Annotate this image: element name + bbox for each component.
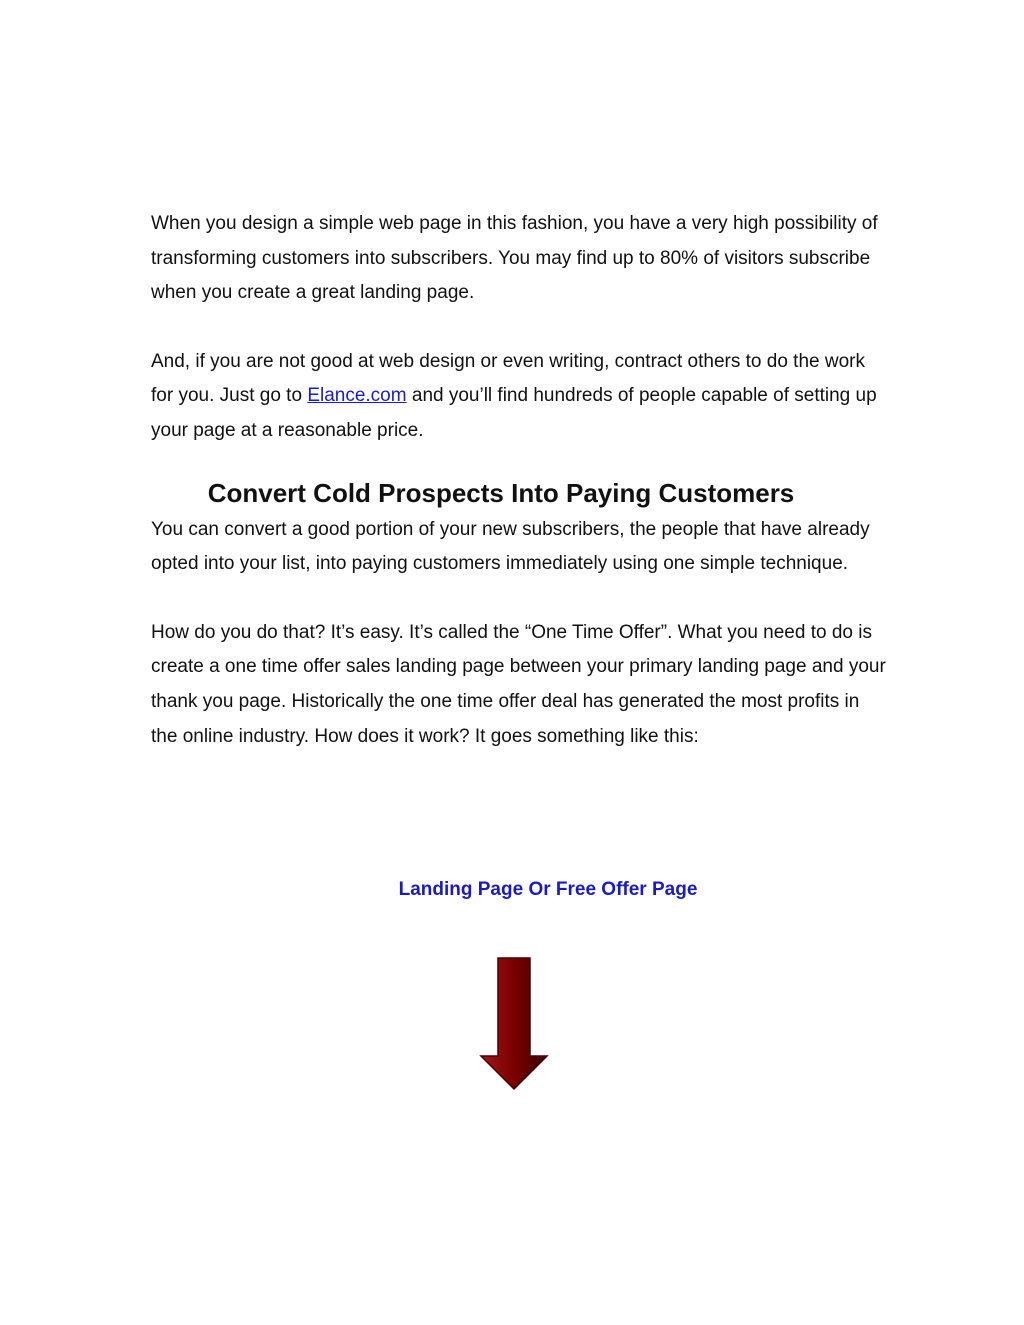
paragraph-spacer — [151, 311, 891, 345]
section-heading: Convert Cold Prospects Into Paying Customers — [207, 477, 795, 508]
document-body — [151, 207, 891, 754]
paragraph-outsourcing-text-start: And, if you are not good at web design or even writing, contract others to do the work for you. Just go to — [151, 350, 865, 407]
paragraph-outsourcing — [151, 345, 891, 449]
paragraph-design-benefits: When you design a simple web page in this fashion, you have a very high possibility of transforming customers into subscribers. You may find up to 80% of visitors subscribe when you create a great landing page. — [151, 213, 878, 304]
paragraph-one-time-offer: How do you do that? It’s easy. It’s called the “One Time Offer”. What you need to do is create a one time offer sales landing page between your primary landing page and your thank you page. Historically the one time offer deal has generated the most profits in the online industry. How does it work? It goes something like this: — [151, 621, 886, 747]
elance-link[interactable]: Elance.com — [307, 385, 407, 407]
down-arrow-icon — [478, 956, 550, 1097]
flow-step-label: Landing Page Or Free Offer Page — [398, 879, 698, 900]
paragraph-convert-subscribers: You can convert a good portion of your new subscribers, the people that have already opted into your list, into paying customers immediately using one simple technique. — [151, 518, 870, 575]
paragraph-spacer — [151, 582, 891, 616]
paragraph-outsourcing-text-end: and you’ll find hundreds of people capable of setting up your page at a reasonable price. — [151, 385, 877, 441]
